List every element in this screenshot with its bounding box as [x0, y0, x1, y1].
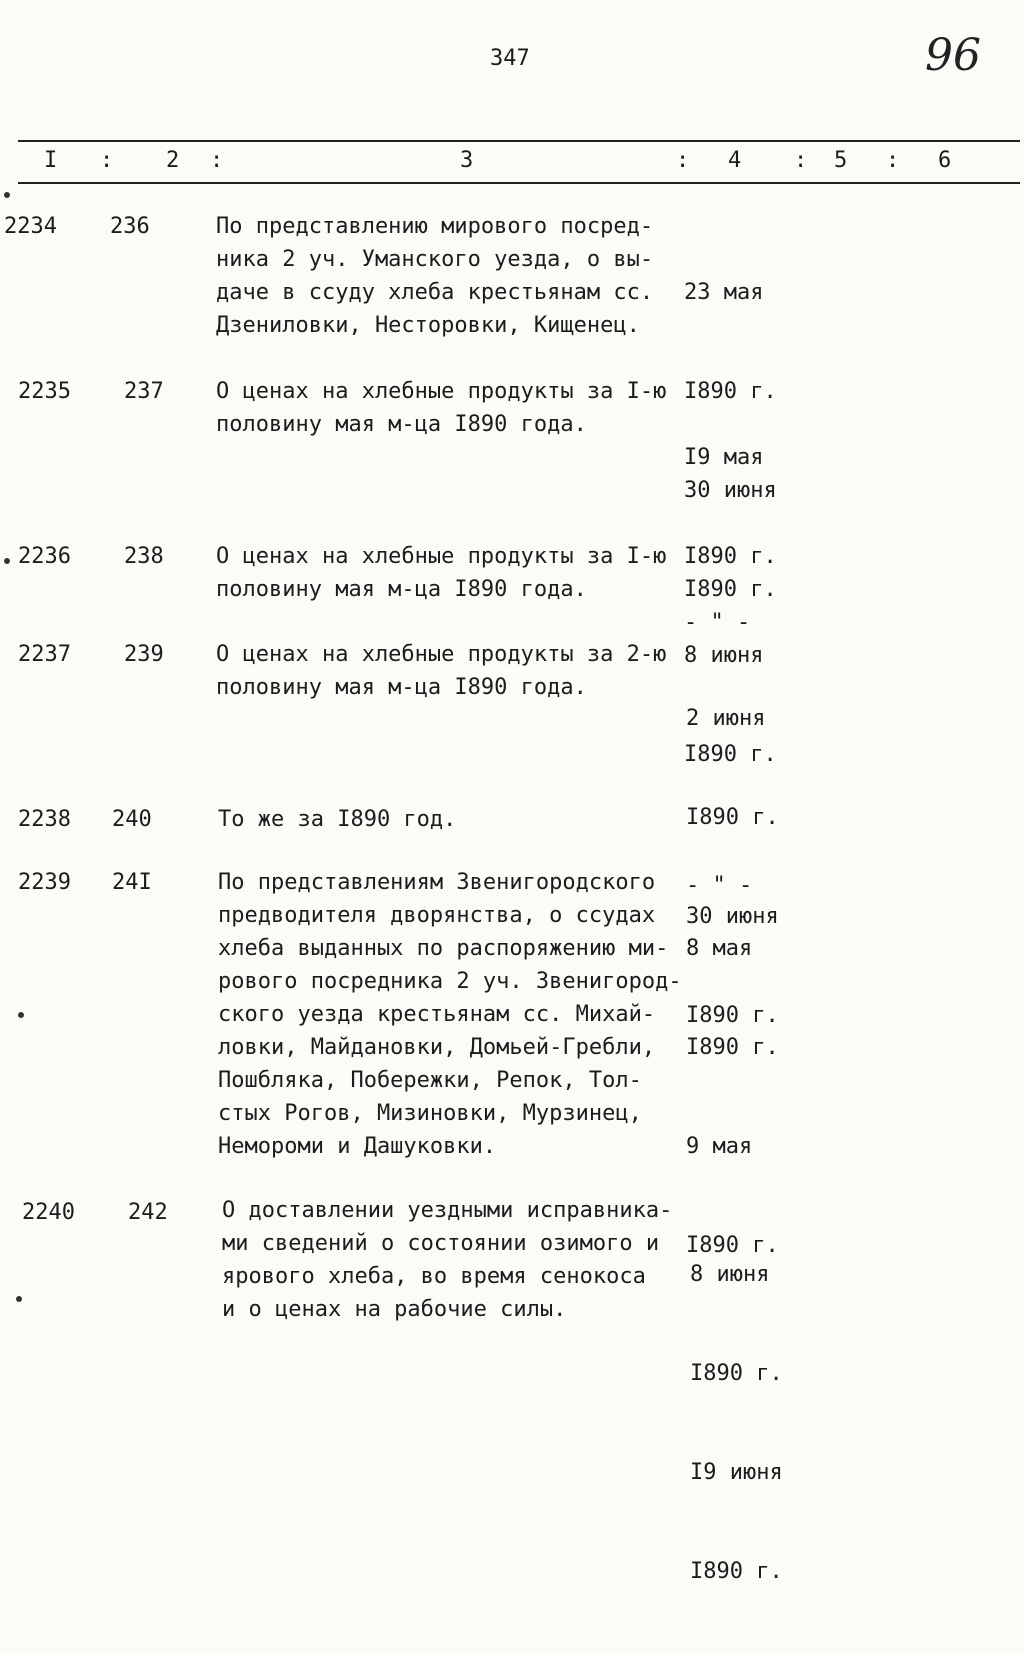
date-line: 23 мая — [684, 280, 764, 305]
desc-line: Пошбляка, Побережки, Репок, Тол- — [218, 1068, 642, 1093]
row-number: 2237 — [18, 642, 71, 667]
desc-line: предводителя дворянства, о ссудах — [218, 903, 656, 928]
page-number: 347 — [490, 46, 530, 71]
date-line: I890 г. — [690, 1361, 783, 1386]
desc-line: По представлениям Звенигородского — [218, 870, 656, 895]
desc-line: Дзениловки, Несторовки, Кищенец. — [216, 313, 640, 338]
scan-speck — [4, 192, 10, 198]
row-dates — [690, 1192, 783, 1654]
desc-line: ярового хлеба, во время сенокоса — [222, 1264, 646, 1289]
date-line: 8 июня — [690, 1262, 770, 1287]
date-line: I890 г. — [684, 742, 777, 767]
header-col-1: I — [44, 148, 58, 173]
desc-line: То же за I890 год. — [218, 807, 457, 832]
desc-line: половину мая м-ца I890 года. — [216, 412, 587, 437]
row-number: 2234 — [4, 214, 57, 239]
row-description — [218, 803, 678, 836]
desc-line: По представлению мирового посред- — [216, 214, 654, 239]
scan-speck — [16, 1296, 22, 1302]
row-ref-number: 24I — [112, 870, 152, 895]
desc-line: Немороми и Дашуковки. — [218, 1134, 497, 1159]
date-line: 8 июня — [684, 643, 764, 668]
scan-speck — [4, 558, 10, 564]
header-col-2: 2 — [166, 148, 180, 173]
desc-line: ловки, Майдановки, Домьей-Гребли, — [218, 1035, 656, 1060]
header-separator: : — [794, 148, 808, 173]
date-line: I890 г. — [684, 379, 777, 404]
desc-line: ского уезда крестьянам сс. Михай- — [218, 1002, 656, 1027]
date-line: 2 июня — [686, 706, 766, 731]
date-line: I890 г. — [684, 544, 777, 569]
desc-line: стых Рогов, Мизиновки, Мурзинец, — [218, 1101, 642, 1126]
row-description — [216, 638, 676, 704]
date-line: 30 июня — [686, 904, 779, 929]
header-separator: : — [210, 148, 224, 173]
row-number: 2236 — [18, 544, 71, 569]
header-col-6: 6 — [938, 148, 952, 173]
header-separator: : — [886, 148, 900, 173]
row-number: 2239 — [18, 870, 71, 895]
desc-line: О ценах на хлебные продукты за I-ю — [216, 379, 667, 404]
desc-line: половину мая м-ца I890 года. — [216, 577, 587, 602]
header-separator: : — [100, 148, 114, 173]
header-col-3: 3 — [460, 148, 474, 173]
row-ref-number: 240 — [112, 807, 152, 832]
date-line: I890 г. — [686, 805, 779, 830]
header-col-4: 4 — [728, 148, 742, 173]
desc-line: даче в ссуду хлеба крестьянам сс. — [216, 280, 654, 305]
header-col-5: 5 — [834, 148, 848, 173]
desc-line: О ценах на хлебные продукты за 2-ю — [216, 642, 667, 667]
row-description — [218, 866, 682, 1163]
date-line: - " - — [684, 610, 751, 635]
header-separator: : — [676, 148, 690, 173]
table-header-bottom-rule — [18, 182, 1020, 184]
row-description — [222, 1194, 682, 1326]
row-number: 2238 — [18, 807, 71, 832]
handwritten-folio-mark: 96 — [925, 30, 981, 81]
row-number: 2235 — [18, 379, 71, 404]
row-description — [216, 210, 676, 342]
row-ref-number: 237 — [124, 379, 164, 404]
desc-line: О ценах на хлебные продукты за I-ю — [216, 544, 667, 569]
date-line: I890 г. — [686, 1035, 779, 1060]
date-line: I9 июня — [690, 1460, 783, 1485]
date-line: 9 мая — [686, 1134, 753, 1159]
desc-line: рового посредника 2 уч. Звенигород- — [218, 969, 682, 994]
date-line: I890 г. — [686, 1233, 779, 1258]
row-ref-number: 239 — [124, 642, 164, 667]
desc-line: ми сведений о состоянии озимого и — [222, 1231, 660, 1256]
date-line: I9 мая — [684, 445, 764, 470]
desc-line: ника 2 уч. Уманского уезда, о вы- — [216, 247, 654, 272]
row-ref-number: 242 — [128, 1200, 168, 1225]
date-line: I890 г. — [684, 577, 777, 602]
date-line: 30 июня — [684, 478, 777, 503]
desc-line: и о ценах на рабочие силы. — [222, 1297, 567, 1322]
row-description — [216, 540, 676, 606]
row-ref-number: 238 — [124, 544, 164, 569]
table-top-rule — [18, 140, 1020, 142]
desc-line: половину мая м-ца I890 года. — [216, 675, 587, 700]
date-line: - " - — [686, 873, 753, 898]
scan-speck — [18, 1012, 24, 1018]
row-description — [216, 375, 676, 441]
date-line: 8 мая — [686, 936, 753, 961]
row-number: 2240 — [22, 1200, 75, 1225]
date-line: I890 г. — [686, 1003, 779, 1028]
desc-line: О доставлении уездными исправника- — [222, 1198, 673, 1223]
date-line: I890 г. — [690, 1559, 783, 1584]
desc-line: хлеба выданных по распоряжению ми- — [218, 936, 669, 961]
row-ref-number: 236 — [110, 214, 150, 239]
